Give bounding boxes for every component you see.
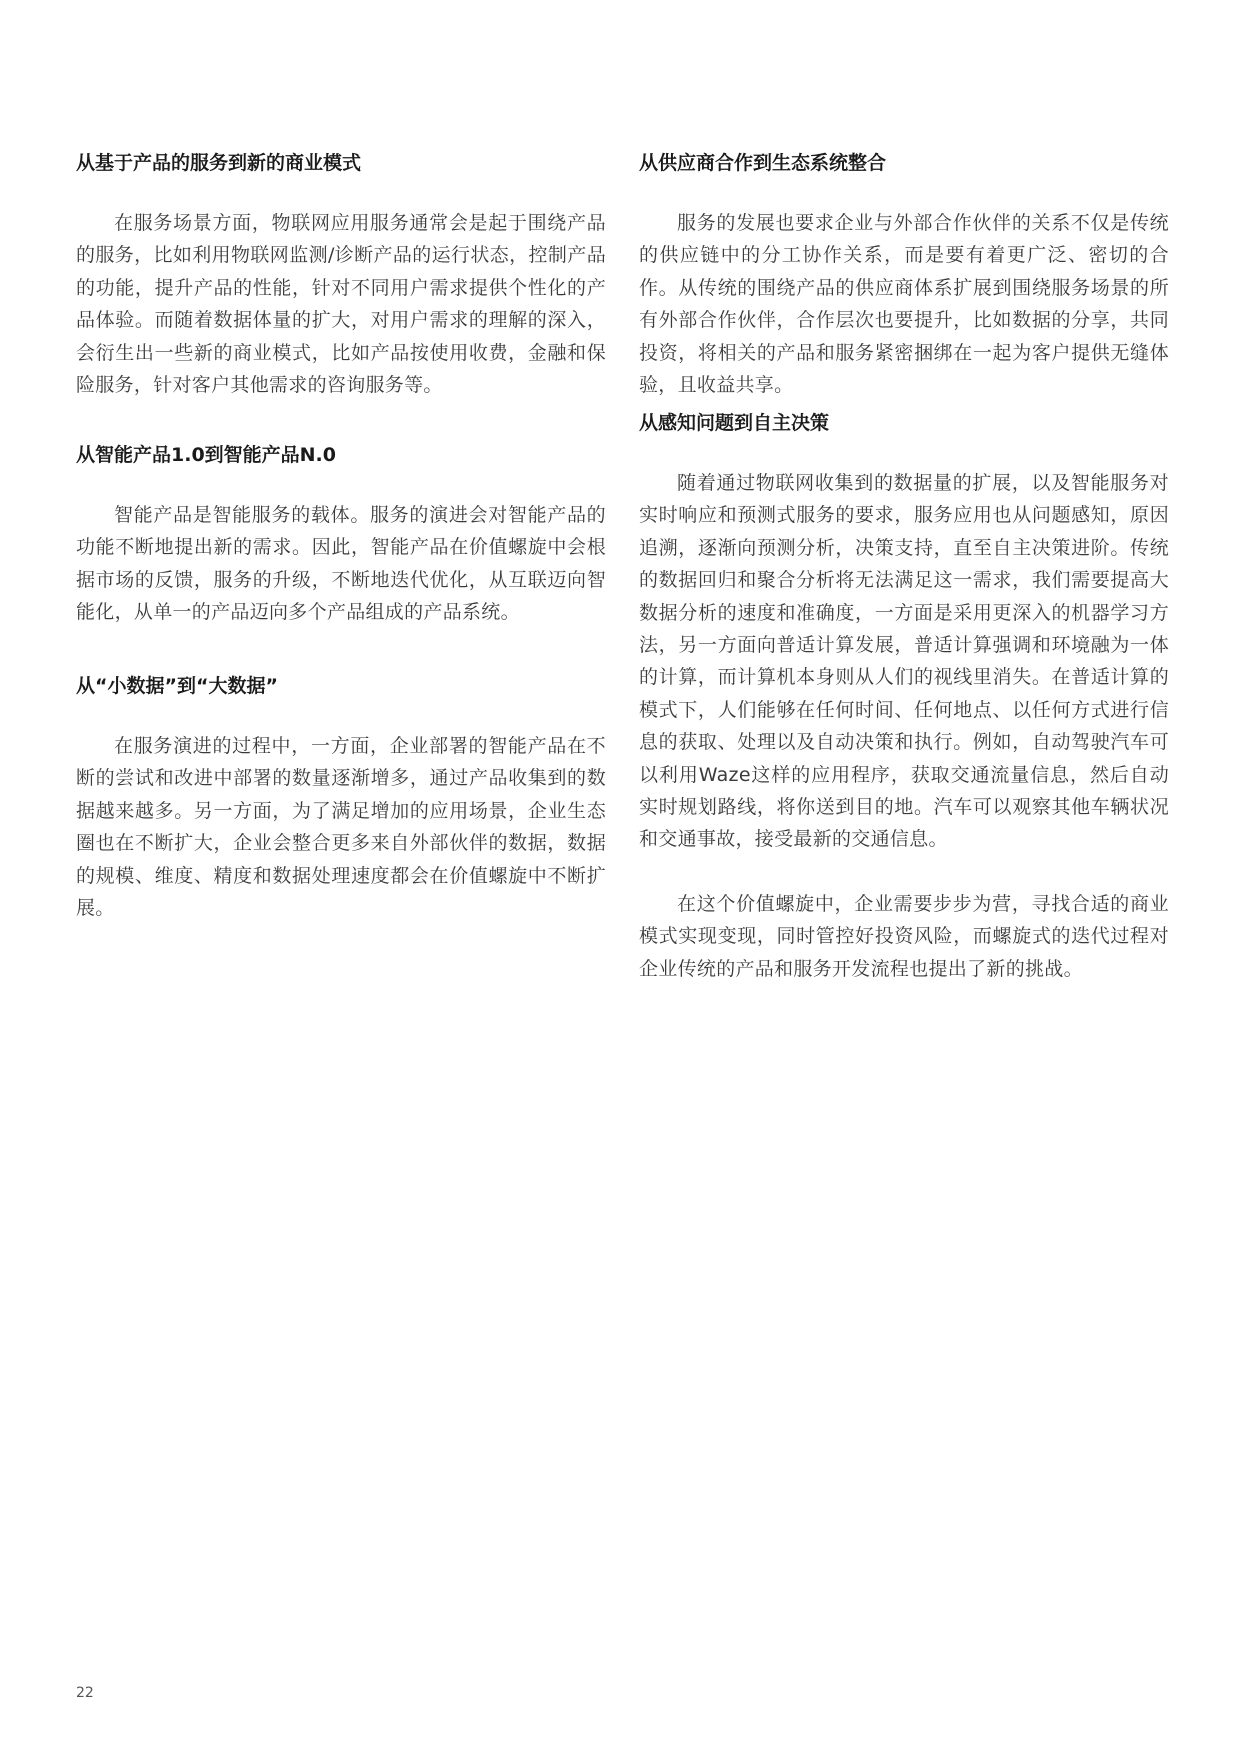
section-paragraph: 在服务场景方面，物联网应用服务通常会是起于围绕产品的服务，比如利用物联网监测/诊断产品的运行状态，控制产品的功能，提升产品的性能，针对不同用户需求提供个性化的产品体验。而随着数据体量的扩大，对用户需求的理解的深入，会衍生出一些新的商业模式，比如产品按使用收费，金融和保险服务，针对客户其他需求的咨询服务等。 — [76, 212, 606, 397]
section-heading: 从供应商合作到生态系统整合 — [639, 152, 887, 174]
section-heading: 从智能产品1.0到智能产品N.0 — [76, 444, 336, 466]
section-paragraph: 随着通过物联网收集到的数据量的扩展，以及智能服务对实时响应和预测式服务的要求，服务应用也从问题感知，原因追溯，逐渐向预测分析，决策支持，直至自主决策进阶。传统的数据回归和聚合分析将无法满足这一需求，我们需要提高大数据分析的速度和准确度，一方面是采用更深入的机器学习方法，另一方面向普适计算发展，普适计算强调和环境融为一体的计算，而计算机本身则从人们的视线里消失。在普适计算的模式下，人们能够在任何时间、任何地点、以任何方式进行信息的获取、处理以及自动决策和执行。例如，自动驾驶汽车可以利用Waze这样的应用程序，获取交通流量信息，然后自动实时规划路线，将你送到目的地。汽车可以观察其他车辆状况和交通事故，接受最新的交通信息。 — [639, 472, 1169, 851]
page-number: 22 — [76, 1685, 94, 1701]
section-paragraph: 智能产品是智能服务的载体。服务的演进会对智能产品的功能不断地提出新的需求。因此，智能产品在价值螺旋中会根据市场的反馈，服务的升级，不断地迭代优化，从互联迈向智能化，从单一的产品迈向多个产品组成的产品系统。 — [76, 504, 606, 624]
section-product-service-to-business-model — [76, 150, 606, 401]
section-paragraph: 在这个价值螺旋中，企业需要步步为营，寻找合适的商业模式实现变现，同时管控好投资风险，而螺旋式的迭代过程对企业传统的产品和服务开发流程也提出了新的挑战。 — [639, 892, 1169, 980]
section-heading: 从感知问题到自主决策 — [639, 412, 830, 434]
section-smart-product-evolution — [76, 442, 606, 629]
section-heading: 从基于产品的服务到新的商业模式 — [76, 152, 362, 174]
section-supplier-to-ecosystem — [639, 150, 1169, 401]
section-small-data-to-big-data — [76, 673, 606, 924]
section-paragraph: 服务的发展也要求企业与外部合作伙伴的关系不仅是传统的供应链中的分工协作关系，而是要有着更广泛、密切的合作。从传统的围绕产品的供应商体系扩展到围绕服务场景的所有外部合作伙伴，合作层次也要提升，比如数据的分享，共同投资，将相关的产品和服务紧密捆绑在一起为客户提供无缝体验，且收益共享。 — [639, 212, 1169, 397]
section-perception-to-autonomous-decision — [639, 410, 1169, 985]
section-paragraph: 在服务演进的过程中，一方面，企业部署的智能产品在不断的尝试和改进中部署的数量逐渐增多，通过产品收集到的数据越来越多。另一方面，为了满足增加的应用场景，企业生态圈也在不断扩大，企业会整合更多来自外部伙伴的数据，数据的规模、维度、精度和数据处理速度都会在价值螺旋中不断扩展。 — [76, 735, 606, 920]
section-heading: 从“小数据”到“大数据” — [76, 675, 278, 697]
